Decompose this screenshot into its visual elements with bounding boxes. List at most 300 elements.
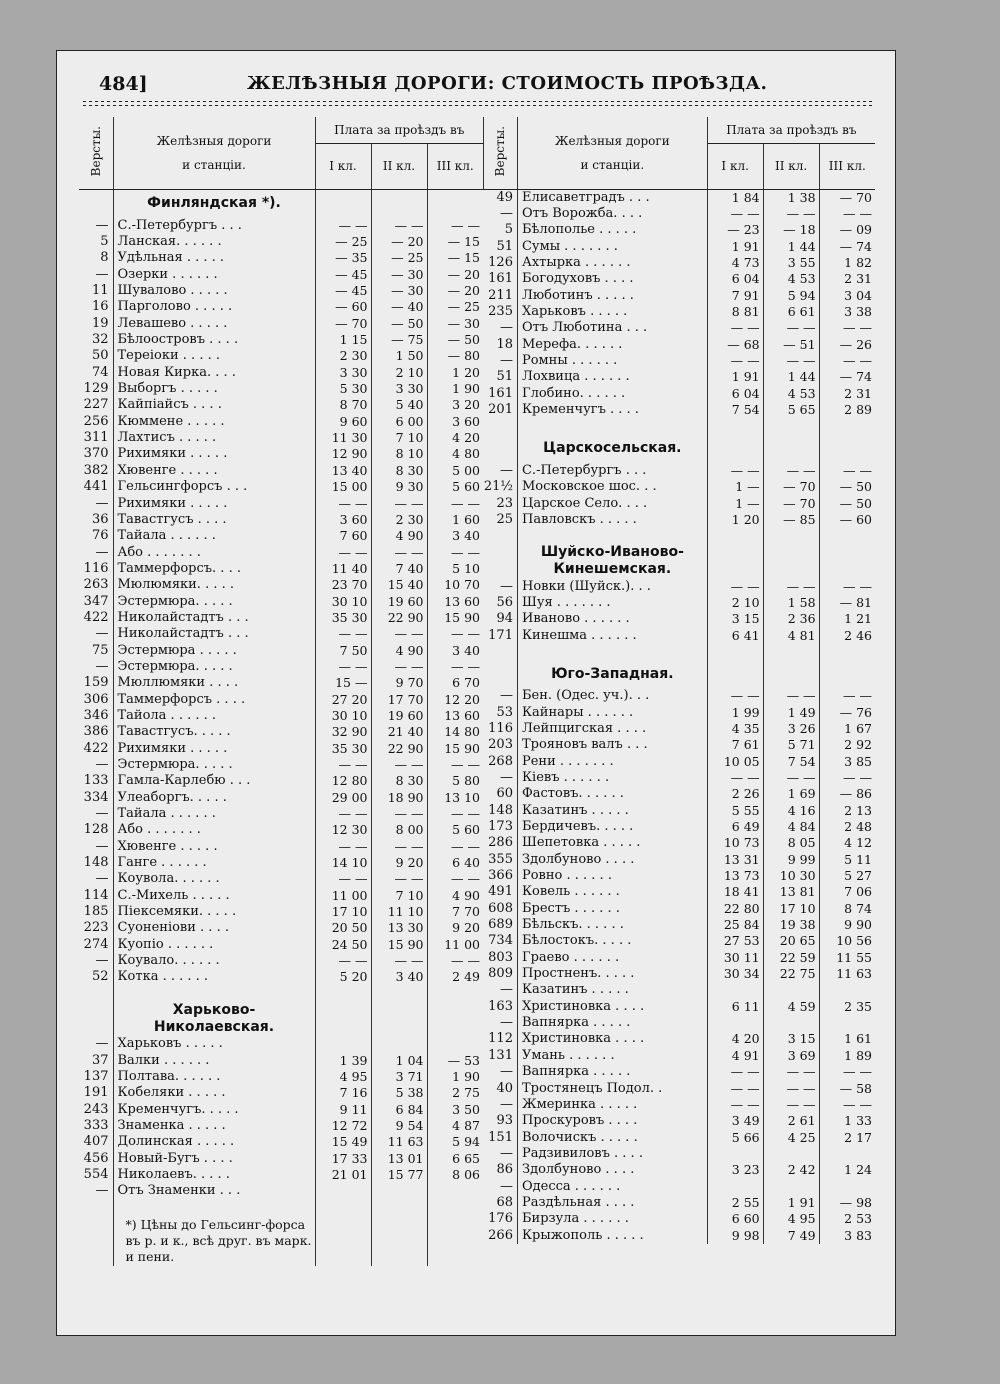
station-name: Ланская. . . . . . (117, 234, 222, 250)
fare-class-1: — 68 (707, 337, 763, 353)
versts-value: — (79, 218, 113, 234)
fare-class-1: 2 55 (707, 1195, 763, 1211)
station-row (79, 888, 483, 904)
versts-value: — (79, 953, 113, 969)
station-name: Новки (Шуйск.). . . (521, 578, 651, 594)
fare-class-3: 5 10 (427, 561, 483, 577)
fare-class-3: 3 60 (427, 414, 483, 430)
station-name: Ковель . . . . . . (521, 884, 620, 900)
fare-class-1: 7 50 (315, 642, 371, 658)
station-name: Ромны . . . . . . (521, 353, 618, 369)
versts-value: 334 (79, 790, 113, 806)
station-name: Граево . . . . . . (521, 949, 620, 965)
station-row (79, 1085, 483, 1101)
spacer-row (484, 644, 876, 660)
versts-value: 161 (484, 271, 518, 287)
station-row (484, 1080, 876, 1096)
versts-value: 608 (484, 901, 518, 917)
station-row (484, 1162, 876, 1178)
fare-class-2: 5 71 (763, 737, 819, 753)
section-heading: Царскосельская. (543, 440, 682, 457)
fare-class-3: 2 75 (427, 1085, 483, 1101)
station-row (79, 1036, 483, 1052)
fare-class-1: 1 — (707, 495, 763, 511)
versts-value: 554 (79, 1167, 113, 1183)
station-row (79, 218, 483, 234)
fare-class-2: — — (371, 659, 427, 675)
station-name: Новый-Бугъ . . . . (117, 1150, 233, 1166)
station-name: Бѣлополье . . . . . (521, 222, 637, 238)
fare-class-3: — 15 (427, 234, 483, 250)
station-row (79, 414, 483, 430)
versts-value: — (484, 688, 518, 704)
station-row (79, 463, 483, 479)
fare-class-2: 2 30 (371, 512, 427, 528)
station-name: Куопіо . . . . . . (117, 936, 214, 952)
fare-class-1: 9 98 (707, 1227, 763, 1243)
fare-class-3: — 30 (427, 316, 483, 332)
station-name: Тайала . . . . . . (117, 806, 216, 822)
fare-class-3: — 58 (819, 1080, 875, 1096)
fare-class-2: 9 54 (371, 1118, 427, 1134)
fare-class-1: — — (315, 659, 371, 675)
versts-value: 25 (484, 512, 518, 528)
station-name: Раздѣльная . . . . (521, 1194, 635, 1210)
versts-value: 51 (484, 369, 518, 385)
fare-class-1: — — (315, 757, 371, 773)
fare-class-2: 17 70 (371, 691, 427, 707)
fare-class-2: 3 15 (763, 1031, 819, 1047)
fare-class-2 (371, 1183, 427, 1199)
fare-class-2: — — (763, 353, 819, 369)
versts-value: 347 (79, 593, 113, 609)
station-row (79, 642, 483, 658)
fare-class-2: 7 54 (763, 753, 819, 769)
station-row (484, 353, 876, 369)
station-name: Рени . . . . . . . (521, 753, 614, 769)
station-row (484, 627, 876, 643)
versts-value: 8 (79, 250, 113, 266)
class-1-header: I кл. (315, 143, 371, 189)
roads-header: Желѣзныя дороги и станціи. (517, 117, 707, 189)
versts-value: 19 (79, 316, 113, 332)
station-row (484, 1048, 876, 1064)
fare-class-1: 1 39 (315, 1052, 371, 1068)
section-heading: Финляндская *). (147, 195, 281, 211)
station-name: Тавастгусъ. . . . . (117, 724, 231, 740)
fare-class-3: 12 20 (427, 691, 483, 707)
station-row (79, 1167, 483, 1183)
station-name: Ганге . . . . . . (117, 855, 207, 871)
fare-class-3: 3 50 (427, 1101, 483, 1117)
station-row (79, 365, 483, 381)
versts-value: 382 (79, 463, 113, 479)
fare-class-3: — — (427, 218, 483, 234)
versts-value: 86 (484, 1162, 518, 1178)
station-name: С.-Михель . . . . . (117, 887, 230, 903)
fare-class-2: — 20 (371, 234, 427, 250)
fare-class-3: — 86 (819, 786, 875, 802)
station-row (79, 741, 483, 757)
station-row (484, 1113, 876, 1129)
station-name: Сумы . . . . . . . (521, 238, 618, 254)
fare-class-2: 3 55 (763, 255, 819, 271)
fare-class-2: 13 30 (371, 920, 427, 936)
fare-class-3: 2 31 (819, 386, 875, 402)
fare-class-2: — 75 (371, 332, 427, 348)
station-name: Волочискъ . . . . . (521, 1129, 638, 1145)
versts-value: 52 (79, 969, 113, 985)
station-row (484, 753, 876, 769)
fare-class-2: 19 38 (763, 917, 819, 933)
fare-class-1: 6 04 (707, 386, 763, 402)
station-name: Долинская . . . . . (117, 1134, 235, 1150)
fare-class-2: 9 20 (371, 855, 427, 871)
fare-class-3: 1 67 (819, 721, 875, 737)
fare-class-3: 15 90 (427, 741, 483, 757)
station-name: Павловскъ . . . . . (521, 511, 637, 527)
station-name: Мюллюмяки . . . . (117, 675, 239, 691)
station-row (484, 999, 876, 1015)
fare-class-2: 22 59 (763, 950, 819, 966)
station-row (79, 773, 483, 789)
fare-class-2: 8 05 (763, 835, 819, 851)
fare-class-3: 5 11 (819, 852, 875, 868)
fare-class-1: — — (315, 871, 371, 887)
fare-class-2: 3 30 (371, 381, 427, 397)
fare-class-2: — 70 (763, 479, 819, 495)
station-name: Царское Село. . . . (521, 495, 648, 511)
fare-class-3: — — (427, 544, 483, 560)
fare-class-2: — — (371, 757, 427, 773)
fare-class-1: 5 66 (707, 1129, 763, 1145)
station-name: Тавастгусъ . . . . (117, 511, 227, 527)
fare-class-3: — 53 (427, 1052, 483, 1068)
versts-value: 203 (484, 737, 518, 753)
versts-value: 211 (484, 288, 518, 304)
versts-value: — (484, 578, 518, 594)
footnote-row (79, 1216, 483, 1266)
fare-class-2: — — (371, 218, 427, 234)
fare-class-3: 13 60 (427, 708, 483, 724)
station-row (79, 1069, 483, 1085)
fare-class-1: 7 91 (707, 288, 763, 304)
fare-class-3: 5 00 (427, 463, 483, 479)
fare-class-1: — — (315, 626, 371, 642)
fare-class-1: 6 11 (707, 999, 763, 1015)
station-name: Озерки . . . . . . (117, 266, 218, 282)
fare-class-2: 6 00 (371, 414, 427, 430)
fare-class-2: — 18 (763, 222, 819, 238)
fare-class-2: 5 38 (371, 1085, 427, 1101)
fare-class-3: 14 80 (427, 724, 483, 740)
fare-class-2: — — (763, 578, 819, 594)
fare-class-3: 7 06 (819, 884, 875, 900)
versts-value: — (79, 495, 113, 511)
fare-class-1: 1 — (707, 479, 763, 495)
fare-class-2: 4 25 (763, 1129, 819, 1145)
versts-value: 370 (79, 446, 113, 462)
fare-class-1: 20 50 (315, 920, 371, 936)
section-heading: Шуйско-Иваново-Кинешемская. (540, 544, 684, 578)
fare-class-2: — 51 (763, 337, 819, 353)
station-name: Мерефа. . . . . . (521, 336, 623, 352)
station-name: Полтава. . . . . . (117, 1068, 221, 1084)
fare-class-3: — — (819, 320, 875, 336)
station-row (79, 1183, 483, 1199)
versts-value: — (484, 982, 518, 998)
versts-value: — (79, 626, 113, 642)
station-name: Коувало. . . . . . (117, 953, 220, 969)
fare-class-3: 6 65 (427, 1150, 483, 1166)
fare-class-1: 6 60 (707, 1211, 763, 1227)
station-name: Або . . . . . . . (117, 822, 201, 838)
station-row (79, 512, 483, 528)
fare-class-3: — — (427, 495, 483, 511)
fare-class-1: — — (707, 206, 763, 222)
fare-class-1: 17 33 (315, 1150, 371, 1166)
fare-class-3: 11 55 (819, 950, 875, 966)
fare-class-3: 2 17 (819, 1129, 875, 1145)
station-row (484, 271, 876, 287)
station-row (484, 868, 876, 884)
left-fare-table (79, 117, 483, 1266)
fare-class-1: 21 01 (315, 1167, 371, 1183)
fare-class-1: 17 10 (315, 904, 371, 920)
station-name: Иваново . . . . . . (521, 611, 630, 627)
section-heading: Юго-Западная. (551, 665, 674, 682)
versts-value: 286 (484, 835, 518, 851)
fare-class-2: 20 65 (763, 933, 819, 949)
fare-class-3 (427, 1036, 483, 1052)
fare-class-1: 1 20 (707, 512, 763, 528)
fare-header: Плата за проѣздъ въ (315, 117, 483, 143)
versts-value: — (484, 353, 518, 369)
spacer-row (484, 528, 876, 544)
fare-class-1: 15 00 (315, 479, 371, 495)
fare-class-3 (819, 1178, 875, 1194)
versts-value: 112 (484, 1031, 518, 1047)
station-name: Отъ Знаменки . . . (117, 1183, 241, 1199)
station-name: Отъ Люботина . . . (521, 320, 648, 336)
fare-class-3: 2 46 (819, 627, 875, 643)
station-row (79, 446, 483, 462)
fare-class-1 (315, 1183, 371, 1199)
station-name: Тайола . . . . . . (117, 707, 217, 723)
station-name: Кайпіайсъ . . . . (117, 397, 222, 413)
fare-class-3: 2 13 (819, 803, 875, 819)
station-row (484, 704, 876, 720)
fare-header: Плата за проѣздъ въ (707, 117, 875, 143)
station-name: Николаевъ. . . . . (117, 1166, 230, 1182)
versts-value: 37 (79, 1052, 113, 1068)
fare-class-2: — — (371, 839, 427, 855)
fare-class-1 (707, 982, 763, 998)
fare-class-1: — 45 (315, 283, 371, 299)
station-name: Эстермюра. . . . . (117, 658, 233, 674)
station-name: Або . . . . . . . (117, 544, 201, 560)
station-row (79, 708, 483, 724)
station-name: Улеаборгъ. . . . . (117, 789, 227, 805)
fare-class-3: — — (819, 688, 875, 704)
fare-class-3: 1 82 (819, 255, 875, 271)
fare-class-2: 1 44 (763, 239, 819, 255)
fare-class-2: 19 60 (371, 708, 427, 724)
fare-class-3: 10 70 (427, 577, 483, 593)
station-row (79, 267, 483, 283)
station-name: Бердичевъ. . . . . (521, 819, 634, 835)
roads-header: Желѣзныя дороги и станціи. (113, 117, 315, 189)
versts-value: — (484, 320, 518, 336)
station-row (79, 479, 483, 495)
station-row (79, 610, 483, 626)
fare-class-1: 13 40 (315, 463, 371, 479)
fare-class-3: 6 70 (427, 675, 483, 691)
fare-class-3: 10 56 (819, 933, 875, 949)
versts-value: 133 (79, 773, 113, 789)
fare-class-2: 15 40 (371, 577, 427, 593)
station-name: Шувалово . . . . . (117, 283, 228, 299)
fare-class-2: 8 30 (371, 463, 427, 479)
fare-class-3: 5 80 (427, 773, 483, 789)
fare-class-2: 9 30 (371, 479, 427, 495)
fare-class-3: 4 20 (427, 430, 483, 446)
versts-value: — (79, 757, 113, 773)
station-row (484, 611, 876, 627)
versts-value: — (484, 1015, 518, 1031)
fare-class-2: 3 71 (371, 1069, 427, 1085)
fare-class-1: — — (707, 688, 763, 704)
station-name: Коувола. . . . . . (117, 871, 220, 887)
fare-class-2: 5 40 (371, 397, 427, 413)
fare-class-2: 7 40 (371, 561, 427, 577)
station-name: Московское шос. . . (521, 479, 657, 495)
station-row (484, 917, 876, 933)
fare-class-3: — 60 (819, 512, 875, 528)
versts-value: — (484, 1064, 518, 1080)
station-row (484, 402, 876, 418)
fare-class-2 (763, 1178, 819, 1194)
section-heading-row (484, 435, 876, 463)
fare-class-1: 29 00 (315, 790, 371, 806)
station-row (484, 463, 876, 479)
versts-value: 306 (79, 691, 113, 707)
station-row (484, 369, 876, 385)
station-name: Суоненіови . . . . (117, 920, 229, 936)
versts-header: Версты. (79, 117, 113, 189)
fare-class-3: — — (819, 1064, 875, 1080)
station-row (79, 283, 483, 299)
fare-class-2: — — (371, 495, 427, 511)
station-name: Бѣлоостровъ . . . . (117, 332, 239, 348)
versts-value: — (484, 206, 518, 222)
station-row (79, 316, 483, 332)
station-name: Ахтырка . . . . . . (521, 255, 631, 271)
station-row (79, 675, 483, 691)
station-row (484, 933, 876, 949)
station-row (484, 950, 876, 966)
fare-class-1: — — (707, 320, 763, 336)
fare-class-2 (763, 1015, 819, 1031)
station-name: Бѣлостокъ. . . . . (521, 933, 632, 949)
station-row (484, 1064, 876, 1080)
fare-class-2: 1 44 (763, 369, 819, 385)
station-name: Парголово . . . . . (117, 299, 233, 315)
versts-value: 407 (79, 1134, 113, 1150)
fare-class-3: 4 90 (427, 888, 483, 904)
fare-class-1: 6 49 (707, 819, 763, 835)
fare-class-1: 8 81 (707, 304, 763, 320)
fare-class-3: — 50 (819, 479, 875, 495)
fare-class-3: 5 27 (819, 868, 875, 884)
station-row (484, 1178, 876, 1194)
station-name: Крыжополь . . . . . (521, 1227, 644, 1243)
fare-class-2: 6 84 (371, 1101, 427, 1117)
fare-class-3 (819, 1146, 875, 1162)
station-row (484, 320, 876, 336)
station-name: Лахтисъ . . . . . (117, 430, 217, 446)
versts-value: 50 (79, 348, 113, 364)
fare-class-1: 7 16 (315, 1085, 371, 1101)
fare-class-2: 22 90 (371, 741, 427, 757)
station-row (484, 1129, 876, 1145)
fare-class-3: 3 83 (819, 1227, 875, 1243)
station-name: Проскуровъ . . . . (521, 1113, 638, 1129)
fare-class-1: 35 30 (315, 741, 371, 757)
fare-class-3: — 50 (819, 495, 875, 511)
station-name: Знаменка . . . . . (117, 1117, 226, 1133)
station-row (484, 884, 876, 900)
versts-value: 803 (484, 950, 518, 966)
fare-class-2: 1 91 (763, 1195, 819, 1211)
fare-class-2: 3 26 (763, 721, 819, 737)
fare-class-2: 4 16 (763, 803, 819, 819)
station-row (79, 757, 483, 773)
page-number: 484] (99, 73, 148, 95)
station-name: Валки . . . . . . (117, 1052, 210, 1068)
versts-value: 53 (484, 704, 518, 720)
versts-value: — (484, 1146, 518, 1162)
versts-header: Версты. (484, 117, 518, 189)
fare-class-2: 4 59 (763, 999, 819, 1015)
fare-class-2: 2 36 (763, 611, 819, 627)
station-name: Елисаветградъ . . . (521, 189, 650, 205)
fare-class-1: 27 20 (315, 691, 371, 707)
versts-value: 116 (79, 561, 113, 577)
versts-value: 5 (79, 234, 113, 250)
versts-value: 23 (484, 495, 518, 511)
fare-class-1: 3 30 (315, 365, 371, 381)
fare-class-1 (707, 1146, 763, 1162)
fare-class-1: 4 35 (707, 721, 763, 737)
versts-value: 18 (484, 337, 518, 353)
station-name: Кременчугъ . . . . (521, 402, 639, 418)
station-row (79, 1150, 483, 1166)
fare-class-3: 2 92 (819, 737, 875, 753)
fare-class-2: 8 00 (371, 822, 427, 838)
fare-class-3: 3 38 (819, 304, 875, 320)
station-name: Эстермюра. . . . . (117, 593, 233, 609)
fare-class-1: 11 40 (315, 561, 371, 577)
fare-class-2: 4 53 (763, 271, 819, 287)
fare-class-1 (707, 1015, 763, 1031)
fare-class-2: — — (763, 1064, 819, 1080)
versts-value: 75 (79, 642, 113, 658)
fare-class-1: — — (707, 353, 763, 369)
section-heading: Харьково-Николаевская. (153, 1002, 275, 1035)
fare-class-1: — 25 (315, 234, 371, 250)
fare-class-2: 13 81 (763, 884, 819, 900)
